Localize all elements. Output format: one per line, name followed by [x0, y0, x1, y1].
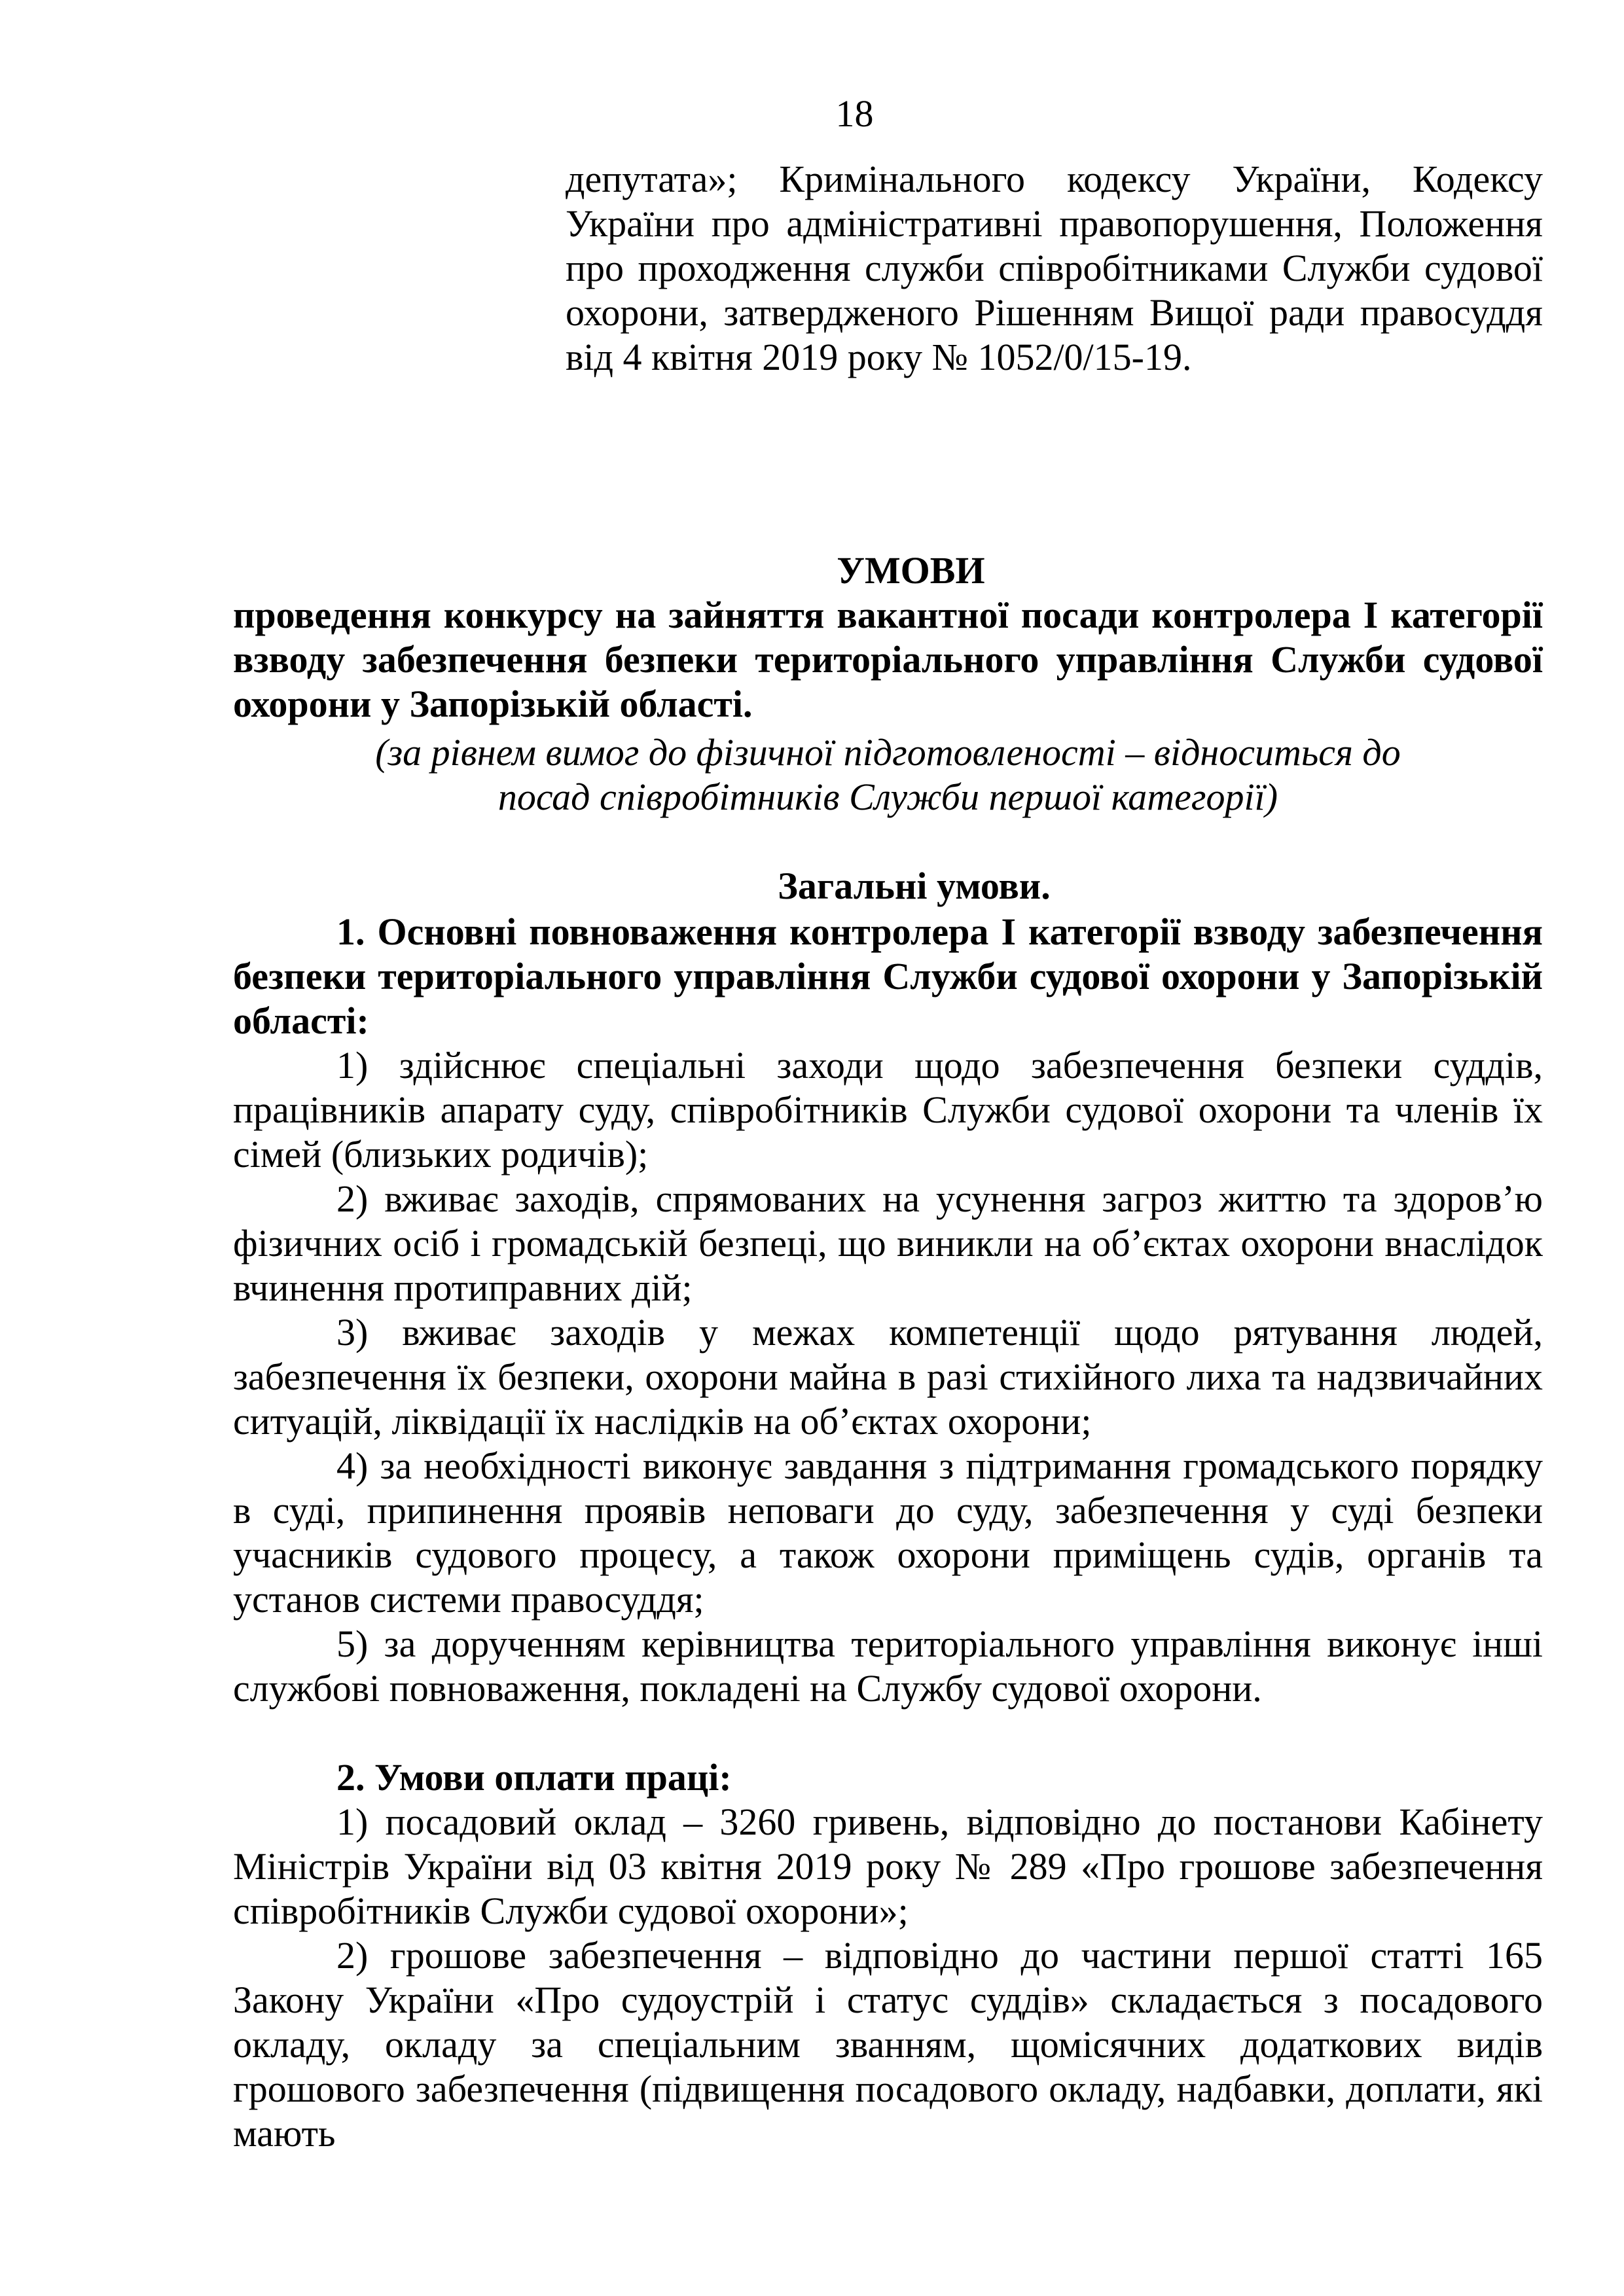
continuation-paragraph: депутата»; Кримінального кодексу України, Кодексу України про адміністративні правопорушення, Положення про проходження служби співробітниками Служби судової охорони, затвердженого Рішенням Вищої ради правосуддя від 4 квітня 2019 року № 1052/0/15-19. — [566, 158, 1543, 378]
section-1-heading: 1. Основні повноваження контролера І категорії взводу забезпечення безпеки територіального управління Служби судової охорони у Запорізькій області: — [233, 910, 1543, 1042]
general-conditions-heading: Загальні умови. — [778, 865, 1051, 907]
document-title: УМОВИ — [837, 549, 985, 592]
section-1-item: 5) за дорученням керівництва територіального управління виконує інші службові повноваження, покладені на Службу судової охорони. — [233, 1623, 1543, 1710]
section-2-item: 2) грошове забезпечення – відповідно до частини першої статті 165 Закону України «Про судоустрій і статус суддів» складається з посадового окладу, окладу за спеціальним званням, щомісячних додаткових видів грошового забезпечення (підвищення посадового окладу, надбавки, доплати, які мають — [233, 1934, 1543, 2155]
section-2-item: 1) посадовий оклад – 3260 гривень, відповідно до постанови Кабінету Міністрів України від 03 квітня 2019 року № 289 «Про грошове забезпечення співробітників Служби судової охорони»; — [233, 1801, 1543, 1932]
section-1-item: 4) за необхідності виконує завдання з підтримання громадського порядку в суді, припинення проявів неповаги до суду, забезпечення у суді безпеки учасників судового процесу, а також охорони приміщень судів, органів та установ системи правосуддя; — [233, 1444, 1543, 1621]
section-1-item: 3) вживає заходів у межах компетенції щодо рятування людей, забезпечення їх безпеки, охорони майна в разі стихійного лиха та надзвичайних ситуацій, ліквідації їх наслідків на об’єктах охорони; — [233, 1311, 1543, 1443]
section-2-heading: 2. Умови оплати праці: — [336, 1756, 732, 1799]
category-note: (за рівнем вимог до фізичної підготовленості – відноситься до посад співробітників Служби першої категорії) — [375, 731, 1401, 818]
section-1-item: 2) вживає заходів, спрямованих на усунення загроз життю та здоров’ю фізичних осіб і громадській безпеці, що виникли на об’єктах охорони внаслідок вчинення протиправних дій; — [233, 1177, 1543, 1309]
document-body — [233, 910, 1543, 2156]
document-subtitle: проведення конкурсу на зайняття вакантної посади контролера І категорії взводу забезпечення безпеки територіального управління Служби судової охорони у Запорізькій області. — [233, 594, 1543, 725]
page-number: 18 — [835, 92, 874, 135]
section-1-item: 1) здійснює спеціальні заходи щодо забезпечення безпеки суддів, працівників апарату суду, співробітників Служби судової охорони та членів їх сімей (близьких родичів); — [233, 1044, 1543, 1175]
spacer — [233, 1711, 1543, 1755]
